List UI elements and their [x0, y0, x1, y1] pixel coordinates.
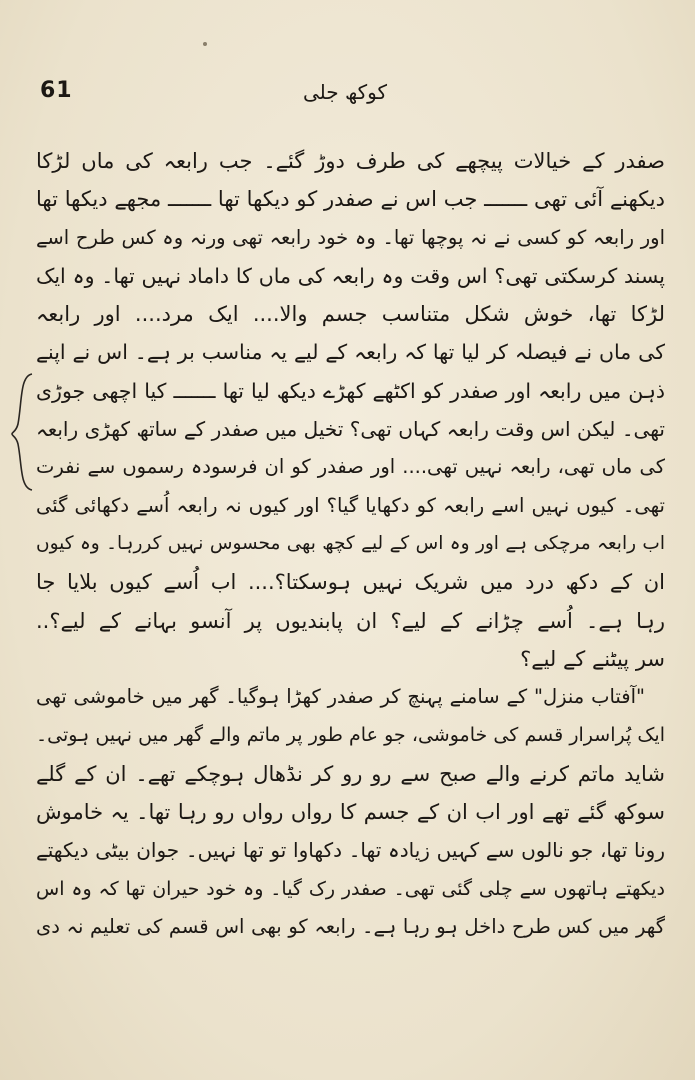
text-line: پسند کرسکتی تھی؟ اس وقت وہ رابعہ کی ماں کا داماد نہیں تھا۔ وہ ایک: [36, 263, 665, 288]
page-number: 61: [40, 78, 73, 103]
text-line: ان کے دکھ درد میں شریک نہیں ہوسکتا؟.... اب اُسے کیوں بلایا جا: [36, 570, 665, 595]
text-line: اب رابعہ مرچکی ہے اور وہ اس کے لیے کچھ بھی محسوس نہیں کررہا۔ وہ کیوں: [36, 532, 665, 554]
text-line: تھی۔ لیکن اس وقت رابعہ کہاں تھی؟ تخیل میں صفدر کے ساتھ کھڑی رابعہ: [36, 417, 665, 442]
text-line: اور رابعہ کو کسی نے نہ پوچھا تھا۔ وہ خود رابعہ تھی ورنہ وہ کس طرح اسے: [36, 225, 665, 249]
text-line: دیکھتے ہاتھوں سے چلی گئی تھی۔ صفدر رک گیا۔ وہ خود حیران تھا کہ وہ اس: [36, 877, 665, 900]
text-line: رہا ہے۔ اُسے چڑانے کے لیے؟ ان پابندیوں پر آنسو بہانے کے لیے؟..: [36, 608, 665, 633]
text-line: ذہن میں رابعہ اور صفدر کو اکٹھے کھڑے دیکھ لیا تھا ـــــــ کیا اچھی جوڑی: [36, 378, 665, 403]
text-line: شاید ماتم کرنے والے صبح سے رو رو کر نڈھال ہوچکے تھے۔ ان کے گلے: [36, 761, 665, 786]
text-line: رونا تھا، جو نالوں سے کہیں زیادہ تھا۔ دکھاوا تو تھا نہیں۔ جوان بیٹی دیکھتے: [36, 838, 665, 863]
text-line: ایک پُراسرار قسم کی خاموشی، جو عام طور پر ماتم والے گھر میں نہیں ہوتی۔: [36, 724, 665, 747]
text-line: سوکھ گئے تھے اور اب ان کے جسم کا رواں رواں رو رہا تھا۔ یہ خاموش: [36, 800, 665, 825]
text-line: کی ماں تھی، رابعہ نہیں تھی.... اور صفدر کو ان فرسودہ رسموں سے نفرت: [36, 455, 665, 479]
text-line: صفدر کے خیالات پیچھے کی طرف دوڑ گئے۔ جب رابعہ کی ماں لڑکا: [36, 149, 665, 173]
text-line: "آفتاب منزل" کے سامنے پہنچ کر صفدر کھڑا ہوگیا۔ گھر میں خاموشی تھی: [36, 685, 645, 709]
text-line: کی ماں نے فیصلہ کر لیا تھا کہ رابعہ کے لیے یہ مناسب بر ہے۔ اس نے اپنے: [36, 340, 665, 365]
paper-speck: [203, 42, 207, 46]
text-line: لڑکا تھا، خوش شکل متناسب جسم والا.... ایک مرد.... اور رابعہ: [36, 302, 665, 327]
text-line: سر پیٹنے کے لیے؟: [520, 646, 665, 671]
text-line: گھر میں کس طرح داخل ہو رہا ہے۔ رابعہ کو بھی اس قسم کی تعلیم نہ دی: [36, 914, 665, 938]
running-title: کوکھ جلی: [302, 80, 388, 104]
margin-bracket-mark: [10, 372, 38, 492]
body-text: [36, 142, 665, 946]
text-line: دیکھنے آئی تھی ـــــــ جب اس نے صفدر کو دیکھا تھا ـــــــ مجھے دیکھا تھا: [36, 187, 665, 212]
text-line: تھی۔ کیوں نہیں اسے رابعہ کو دکھایا گیا؟ اور کیوں نہ رابعہ اُسے دکھائی گئی: [36, 493, 665, 517]
